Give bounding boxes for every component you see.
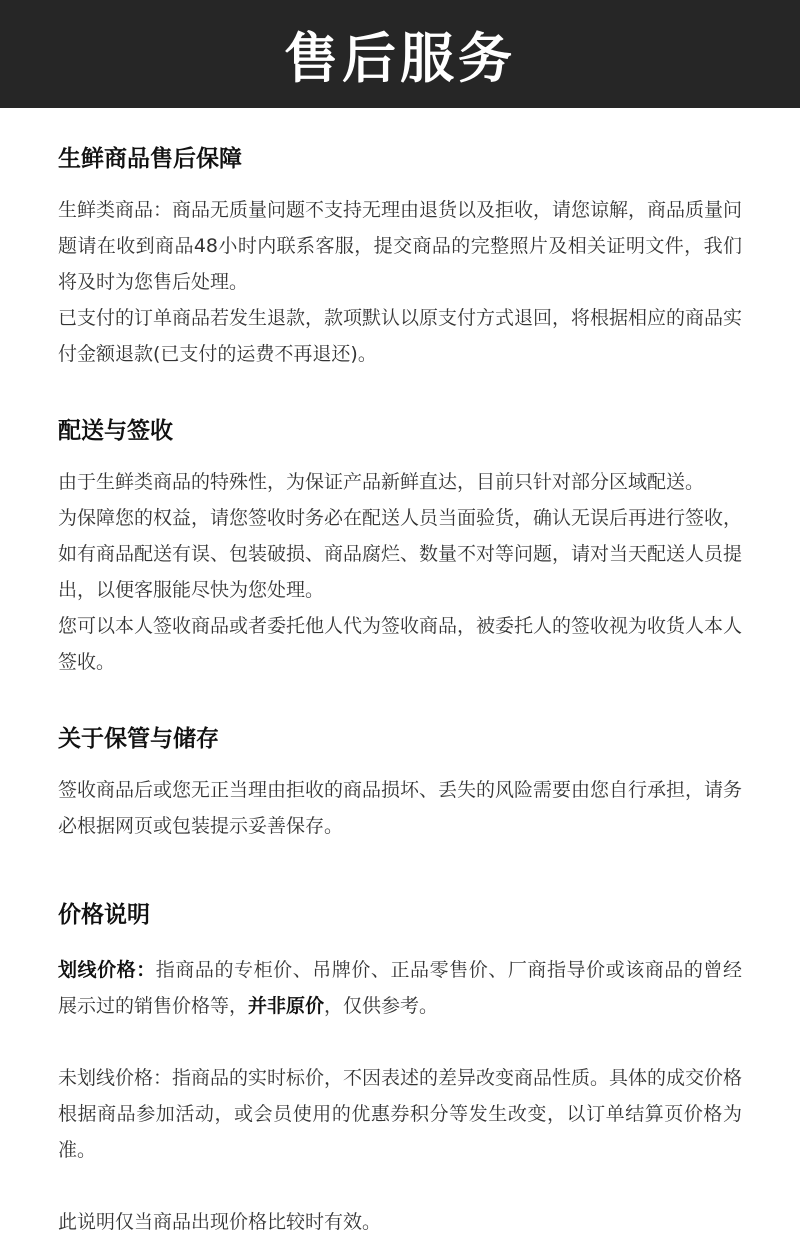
section-title: 价格说明	[58, 902, 150, 928]
paragraph: 已支付的订单商品若发生退款，款项默认以原支付方式退回，将根据相应的商品实付金额退款(已支付的运费不再退还)。	[58, 307, 743, 365]
section-delivery	[58, 372, 742, 680]
paragraph: 为保障您的权益，请您签收时务必在配送人员当面验货，确认无误后再进行签收，如有商品配送有误、包装破损、商品腐烂、数量不对等问题，请对当天配送人员提出，以便客服能尽快为您处理。	[58, 507, 743, 601]
paragraph: 签收商品后或您无正当理由拒收的商品损坏、丢失的风险需要由您自行承担，请务必根据网页或包装提示妥善保存。	[58, 779, 743, 837]
strike-price-paragraph	[58, 952, 742, 1024]
content	[0, 108, 800, 1240]
strike-price-text: 指商品的专柜价、吊牌价、正品零售价、厂商指导价或该商品的曾经展示过的销售价格等，	[58, 959, 742, 1017]
section-fresh-guarantee	[58, 108, 742, 372]
strike-price-label: 划线价格：	[58, 959, 156, 981]
strike-price-text-end: ，仅供参考。	[324, 995, 439, 1017]
not-original-price-emphasis: 并非原价	[248, 995, 325, 1017]
paragraph: 此说明仅当商品出现价格比较时有效。	[58, 1211, 382, 1233]
section-title: 配送与签收	[58, 418, 173, 444]
paragraph: 由于生鲜类商品的特殊性，为保证产品新鲜直达，目前只针对部分区域配送。	[58, 471, 705, 493]
section-title: 关于保管与储存	[58, 726, 219, 752]
section-storage	[58, 680, 742, 844]
paragraph: 生鲜类商品：商品无质量问题不支持无理由退货以及拒收，请您谅解，商品质量问题请在收到商品48小时内联系客服，提交商品的完整照片及相关证明文件，我们将及时为您售后处理。	[58, 199, 743, 293]
paragraph: 未划线价格：指商品的实时标价，不因表述的差异改变商品性质。具体的成交价格根据商品参加活动，或会员使用的优惠券积分等发生改变，以订单结算页价格为准。	[58, 1067, 743, 1161]
header-banner	[0, 0, 800, 108]
section-title: 生鲜商品售后保障	[58, 146, 242, 172]
paragraph: 您可以本人签收商品或者委托他人代为签收商品，被委托人的签收视为收货人本人签收。	[58, 615, 743, 673]
page-title: 售后服务	[284, 26, 516, 90]
section-price	[58, 844, 742, 1240]
